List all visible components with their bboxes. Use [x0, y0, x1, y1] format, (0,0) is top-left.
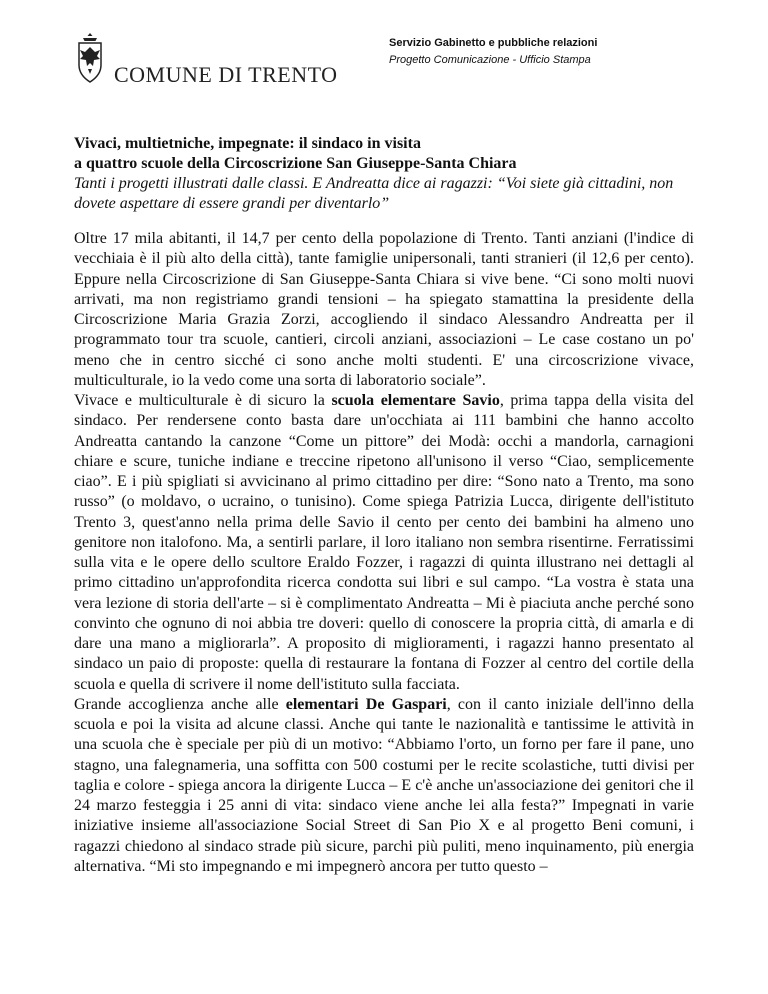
school-name-de-gaspari: elementari De Gaspari: [285, 695, 447, 713]
org-name: COMUNE DI TRENTO: [114, 62, 338, 87]
article-body: [74, 229, 694, 877]
headline-line-1: Vivaci, multietniche, impegnate: il sindaco in visita: [74, 135, 421, 152]
coat-of-arms-icon: [74, 32, 106, 90]
unit-name: Progetto Comunicazione - Ufficio Stampa: [389, 54, 591, 66]
department-name: Servizio Gabinetto e pubbliche relazioni: [389, 37, 598, 49]
headline-line-2: a quattro scuole della Circoscrizione San Giuseppe-Santa Chiara: [74, 155, 517, 172]
subheadline: Tanti i progetti illustrati dalle classi. E Andreatta dice ai ragazzi: “Voi siete già cittadini, non dovete aspettare di essere grandi per diventarlo”: [74, 175, 674, 212]
office-info: [389, 35, 597, 69]
press-release: [74, 134, 694, 877]
paragraph-intro: Oltre 17 mila abitanti, il 14,7 per cento della popolazione di Trento. Tanti anziani (l'indice di vecchiaia è il più alto della città), tante famiglie unipersonali, tanti stranieri (il 12,6 per cento). Eppure nella Circoscrizione di San Giuseppe-Santa Chiara si vive bene. “Ci sono molti nuovi arrivati, ma non registriamo grandi tensioni – ha spiegato stamattina la presidente della Circoscrizione Maria Grazia Zorzi, accogliendo il sindaco Alessandro Andreatta per il programmato tour tra scuole, cantieri, circoli anziani, associazioni – Le case costano un po' meno che in centro sicché ci sono anche molti studenti. E' una circoscrizione vivace, multiculturale, io la vedo come una sorta di laboratorio sociale”.: [74, 230, 694, 389]
school-name-savio: scuola elementare Savio: [331, 392, 500, 409]
headline: [74, 134, 694, 174]
municipal-logo: [74, 32, 364, 92]
paragraph-savio: Vivace e multiculturale è di sicuro la scuola elementare Savio, prima tappa della visita del sindaco. Per rendersene conto basta dare un'occhiata ai 111 bambini che hanno accolto Andreatta cantando la canzone “Come un pittore” dei Modà: occhi a mandorla, carnagioni chiare e scure, tuniche indiane e treccine ripetono all'unisono il verso “Ciao, semplicemente ciao”. E i più spigliati si avvicinano al primo cittadino per dire: “Sono nato a Trento, ma sono russo” (o moldavo, o ucraino, o tunisino). Come spiega Patrizia Lucca, dirigente dell'istituto Trento 3, quest'anno nella prima delle Savio il cento per cento dei bambini ha almeno uno genitore non italofono. Ma, a sentirli parlare, il loro italiano non sembra risentirne. Ferratissimi sulla vita e le opere dello scultore Eraldo Fozzer, i ragazzi di quinta illustrano nei dettagli al primo cittadino un'approfondita ricerca condotta sui libri e sul campo. “La vostra è stata una vera lezione di storia dell'arte – si è complimentato Andreatta – Mi è piaciuta anche perché sono convinto che ognuno di noi abbia tre doveri: quello di conoscere la propria città, di amarla e di dare una mano a migliorarla”. A proposito di miglioramenti, i ragazzi hanno presentato al sindaco un paio di proposte: quella di restaurare la fontana di Fozzer al centro del cortile della scuola e quella di scrivere il nome dell'istituto sulla facciata.: [74, 392, 694, 693]
paragraph-de-gaspari: Grande accoglienza anche alle elementari De Gaspari, con il canto iniziale dell'inno della scuola e poi la visita ad alcune classi. Anche qui tante le nazionalità e tantissime le attività in una scuola che è speciale per più di un motivo: “Abbiamo l'orto, un forno per fare il pane, uno stagno, una falegnameria, una soffitta con 500 costumi per le recite scolastiche, tutti divisi per taglia e colore - spiega ancora la dirigente Lucca – E c'è anche un'associazione dei genitori che il 24 marzo festeggia i 25 anni di vita: sindaco viene anche lei alla festa?” Impegnati in varie iniziative insieme all'associazione Social Street di San Pio X e al progetto Beni comuni, i ragazzi chiedono al sindaco strade più sicure, parchi più puliti, meno inquinamento, più energia alternativa. “Mi sto impegnando e mi impegnerò ancora per tutto questo –: [74, 695, 694, 875]
